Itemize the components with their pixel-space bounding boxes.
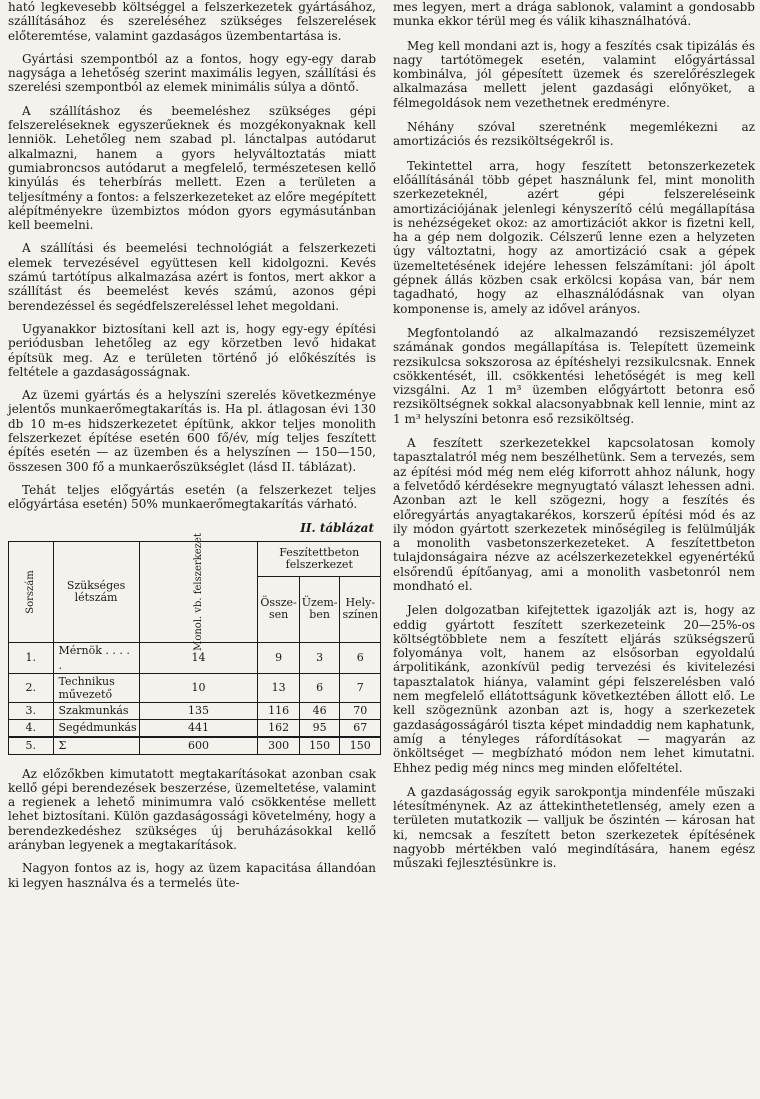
paragraph: Tehát teljes előgyártás esetén (a felszerkezet teljes előgyártása esetén) 50% munkaerőmegtakarítás várható. <box>8 482 376 512</box>
cell-site: 6 <box>340 642 381 673</box>
row-label: Segédmunkás <box>53 719 139 737</box>
cell-total: 13 <box>258 673 299 702</box>
header-plant: Üzem-ben <box>299 576 340 642</box>
staffing-table <box>8 533 381 755</box>
cell-total: 9 <box>258 642 299 673</box>
row-number: 3. <box>9 702 54 719</box>
row-number: 5. <box>9 737 54 755</box>
cell-plant: 3 <box>299 642 340 673</box>
paragraph: Gyártási szempontból az a fontos, hogy egy-egy darab nagysága a lehetőség szerint maximális legyen, szállítási és szerelési szempontból az elemek minimális súlya a döntő. <box>8 51 376 95</box>
cell-plant: 95 <box>299 719 340 737</box>
paragraph: Az előzőkben kimutatott megtakarításokat azonban csak kellő gépi berendezések beszerzése, üzemeltetése, valamint a regienek a lehető minimumra való csökkentése mellett lehet biztosítani. Külön gazdaságossági követelmény, hogy a berendezkedéshez szükséges új beruházásokkal kellő arányban legyenek a megtakarítások. <box>8 766 376 852</box>
row-label: Szakmunkás <box>53 702 139 719</box>
row-number: 2. <box>9 673 54 702</box>
paragraph: mes legyen, mert a drága sablonok, valamint a gondosabb munka ekkor térül meg és válik kihasználhatóvá. <box>393 0 755 29</box>
table-row <box>9 673 381 702</box>
paragraph: Az üzemi gyártás és a helyszíni szerelés következménye jelentős munkaerőmegtakarítás is. Ha pl. átlagosan évi 130 db 10 m-es hidszerkezetet építünk, akkor teljes monolith felszerkezet építése esetén 600 fő/év, míg teljes feszített építés esetén — az üzemben és a helyszínen — 150—150, összesen 300 fő a munkaerőszükséglet (lásd II. táblázat). <box>8 388 376 474</box>
table-row <box>9 702 381 719</box>
paragraph: A gazdaságosság egyik sarokpontja mindenféle műszaki létesítménynek. Az az áttekinthetetlenség, amely ezen a területen mutatkozik — valljuk be őszintén — károsan hat ki, nemcsak a feszített beton szerkezetek építésének nagyobb mértékben való megindítására, hanem egész műszaki fejlesztésünkre is. <box>393 784 755 871</box>
cell-monolith: 14 <box>139 642 258 673</box>
left-column <box>8 0 379 899</box>
header-prestressed-group: Feszítettbeton felszerkezet <box>258 541 381 576</box>
cell-monolith: 135 <box>139 702 258 719</box>
table-total-row <box>9 737 381 755</box>
cell-site: 67 <box>340 719 381 737</box>
header-ordinal: Sorszám <box>9 541 54 642</box>
paragraph: Jelen dolgozatban kifejtettek igazolják azt is, hogy az eddig gyártott feszített szerkezeteink 20—25%-os költségtöbblete nem a feszített eljárás szükségszerű folyománya volt, hanem az elsősorban egyoldalú árpolitikánk, azonkívül pedig tervezési és kivitelezési tapasztalatok hiánya, valamint gépi felszerelésben való nem megfelelő ellátottságunk következtében állott elő. Le kell szögeznünk azonban azt is, hogy a szerkezetek gazdaságosságáról tiszta képet mindaddig nem kaphatunk, amíg a tényleges ráfordításokat — magyarán az önköltséget — megbízható módon nem lehet kimutatni. Ehhez pedig még nincs meg minden előfeltétel. <box>393 603 755 775</box>
header-site: Hely-színen <box>340 576 381 642</box>
row-label: Σ <box>53 737 139 755</box>
right-column <box>393 0 755 881</box>
row-label: Technikus művezető <box>53 673 139 702</box>
header-total: Össze-sen <box>258 576 299 642</box>
row-label: Mérnök . . . . . <box>53 642 139 673</box>
paragraph: Néhány szóval szeretnénk megemlékezni az amortizációs és rezsiköltségekről is. <box>393 120 755 149</box>
cell-total: 116 <box>258 702 299 719</box>
cell-plant: 46 <box>299 702 340 719</box>
header-staff: Szükséges létszám <box>53 541 139 642</box>
paragraph: A szállításhoz és beemeléshez szükséges gépi felszereléseknek egyszerűeknek és mozgékonyaknak kell lenniök. Lehetőleg nem szabad pl. lánctalpas autódarut alkalmazni, hanem a gyors helyváltoztatás miatt gumiabroncsos autódarut a megfelelő, természetesen kellő kinyúlás és teherbírás mellett. Ezen a területen a teljesítmény a fontos: a felszerkezeteket az előre megépített alépítményekre üzembiztos módon gyors egymásutánban kell beemelni. <box>8 103 376 233</box>
paragraph: Meg kell mondani azt is, hogy a feszítés csak tipizálás és nagy tartótömegek esetén, valamint előgyártással kombinálva, jól gépesített üzemek és szerelőrészlegek alkalmazása mellett jelent gazdasági előnyöket, a félmegoldások nem vezethetnek eredményre. <box>393 38 755 110</box>
paragraph: Megfontolandó az alkalmazandó rezsiszemélyzet számának gondos megállapítása is. Telepített üzemeink rezsikulcsa sokszorosa az építéshelyi rezsikulcsnak. Ennek csökkentését, ill. csökkentési lehetőségét is meg kell vizsgálni. Az 1 m³ üzemben előgyártott betonra eső rezsiköltségnek sokkal alacsonyabbnak kell lennie, mint az 1 m³ helyszíni betonra eső rezsiköltség. <box>393 325 755 426</box>
cell-plant: 6 <box>299 673 340 702</box>
paragraph: A feszített szerkezetekkel kapcsolatosan komoly tapasztalatról még nem beszélhetünk. Sem a tervezés, sem az építési mód még nem elég kiforrott ahhoz nálunk, hogy a felvetődő kérdésekre megnyugtató választ lehessen adni. Azonban azt le kell szögezni, hogy a feszítés és előregyártás anyagtakarékos, korszerű építési mód és az ily módon gyártott szerkezetek minőségileg is felülmúlják a monolith vasbetonszerkezeteket. A feszítettbeton tulajdonságaira nézve az acélszerkezetekkel egyenértékű elsőrendű építőanyag, ami a monolith vasbetonról nem mondható el. <box>393 436 755 593</box>
cell-site: 70 <box>340 702 381 719</box>
cell-monolith: 600 <box>139 737 258 755</box>
cell-monolith: 10 <box>139 673 258 702</box>
paragraph: A szállítási és beemelési technológiát a felszerkezeti elemek tervezésével együttesen kell kidolgozni. Kevés számú tartótípus alkalmazása azért is fontos, mert akkor a szállítást és beemelést kevés számú, azonos gépi berendezéssel és segédfelszereléssel lehet megoldani. <box>8 241 376 313</box>
paragraph: Tekintettel arra, hogy feszített betonszerkezetek előállításánál több gépet használunk fel, mint monolith szerkezeteknél, azért gépi felszereléseink amortizációjának jelenlegi kényszerítő célú megállapítása is nehézségeket okoz: az amortizációt akkor is fizetni kell, ha a gép nem dolgozik. Célszerű lenne ezen a helyzeten úgy változtatni, hogy az amortizáció csak a gépek üzemeltetésének idejére lehessen felszámítani: jól ápolt gépnek állás közben csak erkölcsi kopása van, bár nem tagadható, hogy az elhasználódásnak van olyan komponense is, amely az idővel arányos. <box>393 158 755 316</box>
cell-site: 7 <box>340 673 381 702</box>
paragraph: Nagyon fontos az is, hogy az üzem kapacitása állandóan ki legyen használva és a termelés üte- <box>8 861 376 890</box>
paragraph: Ugyanakkor biztosítani kell azt is, hogy egy-egy építési periódusban lehetőleg az egy körzetben levő hidakat építsük meg. Az e területen történő jó előkészítés is feltétele a gazdaságosságnak. <box>8 321 376 379</box>
header-monolith: Monol. vb. felszerkezet <box>139 541 258 642</box>
cell-total: 300 <box>258 737 299 755</box>
paragraph: ható legkevesebb költséggel a felszerkezetek gyártásához, szállításához és szereléséhez szükséges felszerelések előteremtése, valamint gazdaságos üzembentartása is. <box>8 0 376 43</box>
row-number: 1. <box>9 642 54 673</box>
table-caption: II. táblázat <box>300 520 374 535</box>
row-number: 4. <box>9 719 54 737</box>
cell-site: 150 <box>340 737 381 755</box>
cell-total: 162 <box>258 719 299 737</box>
table-row <box>9 719 381 737</box>
cell-monolith: 441 <box>139 719 258 737</box>
cell-plant: 150 <box>299 737 340 755</box>
